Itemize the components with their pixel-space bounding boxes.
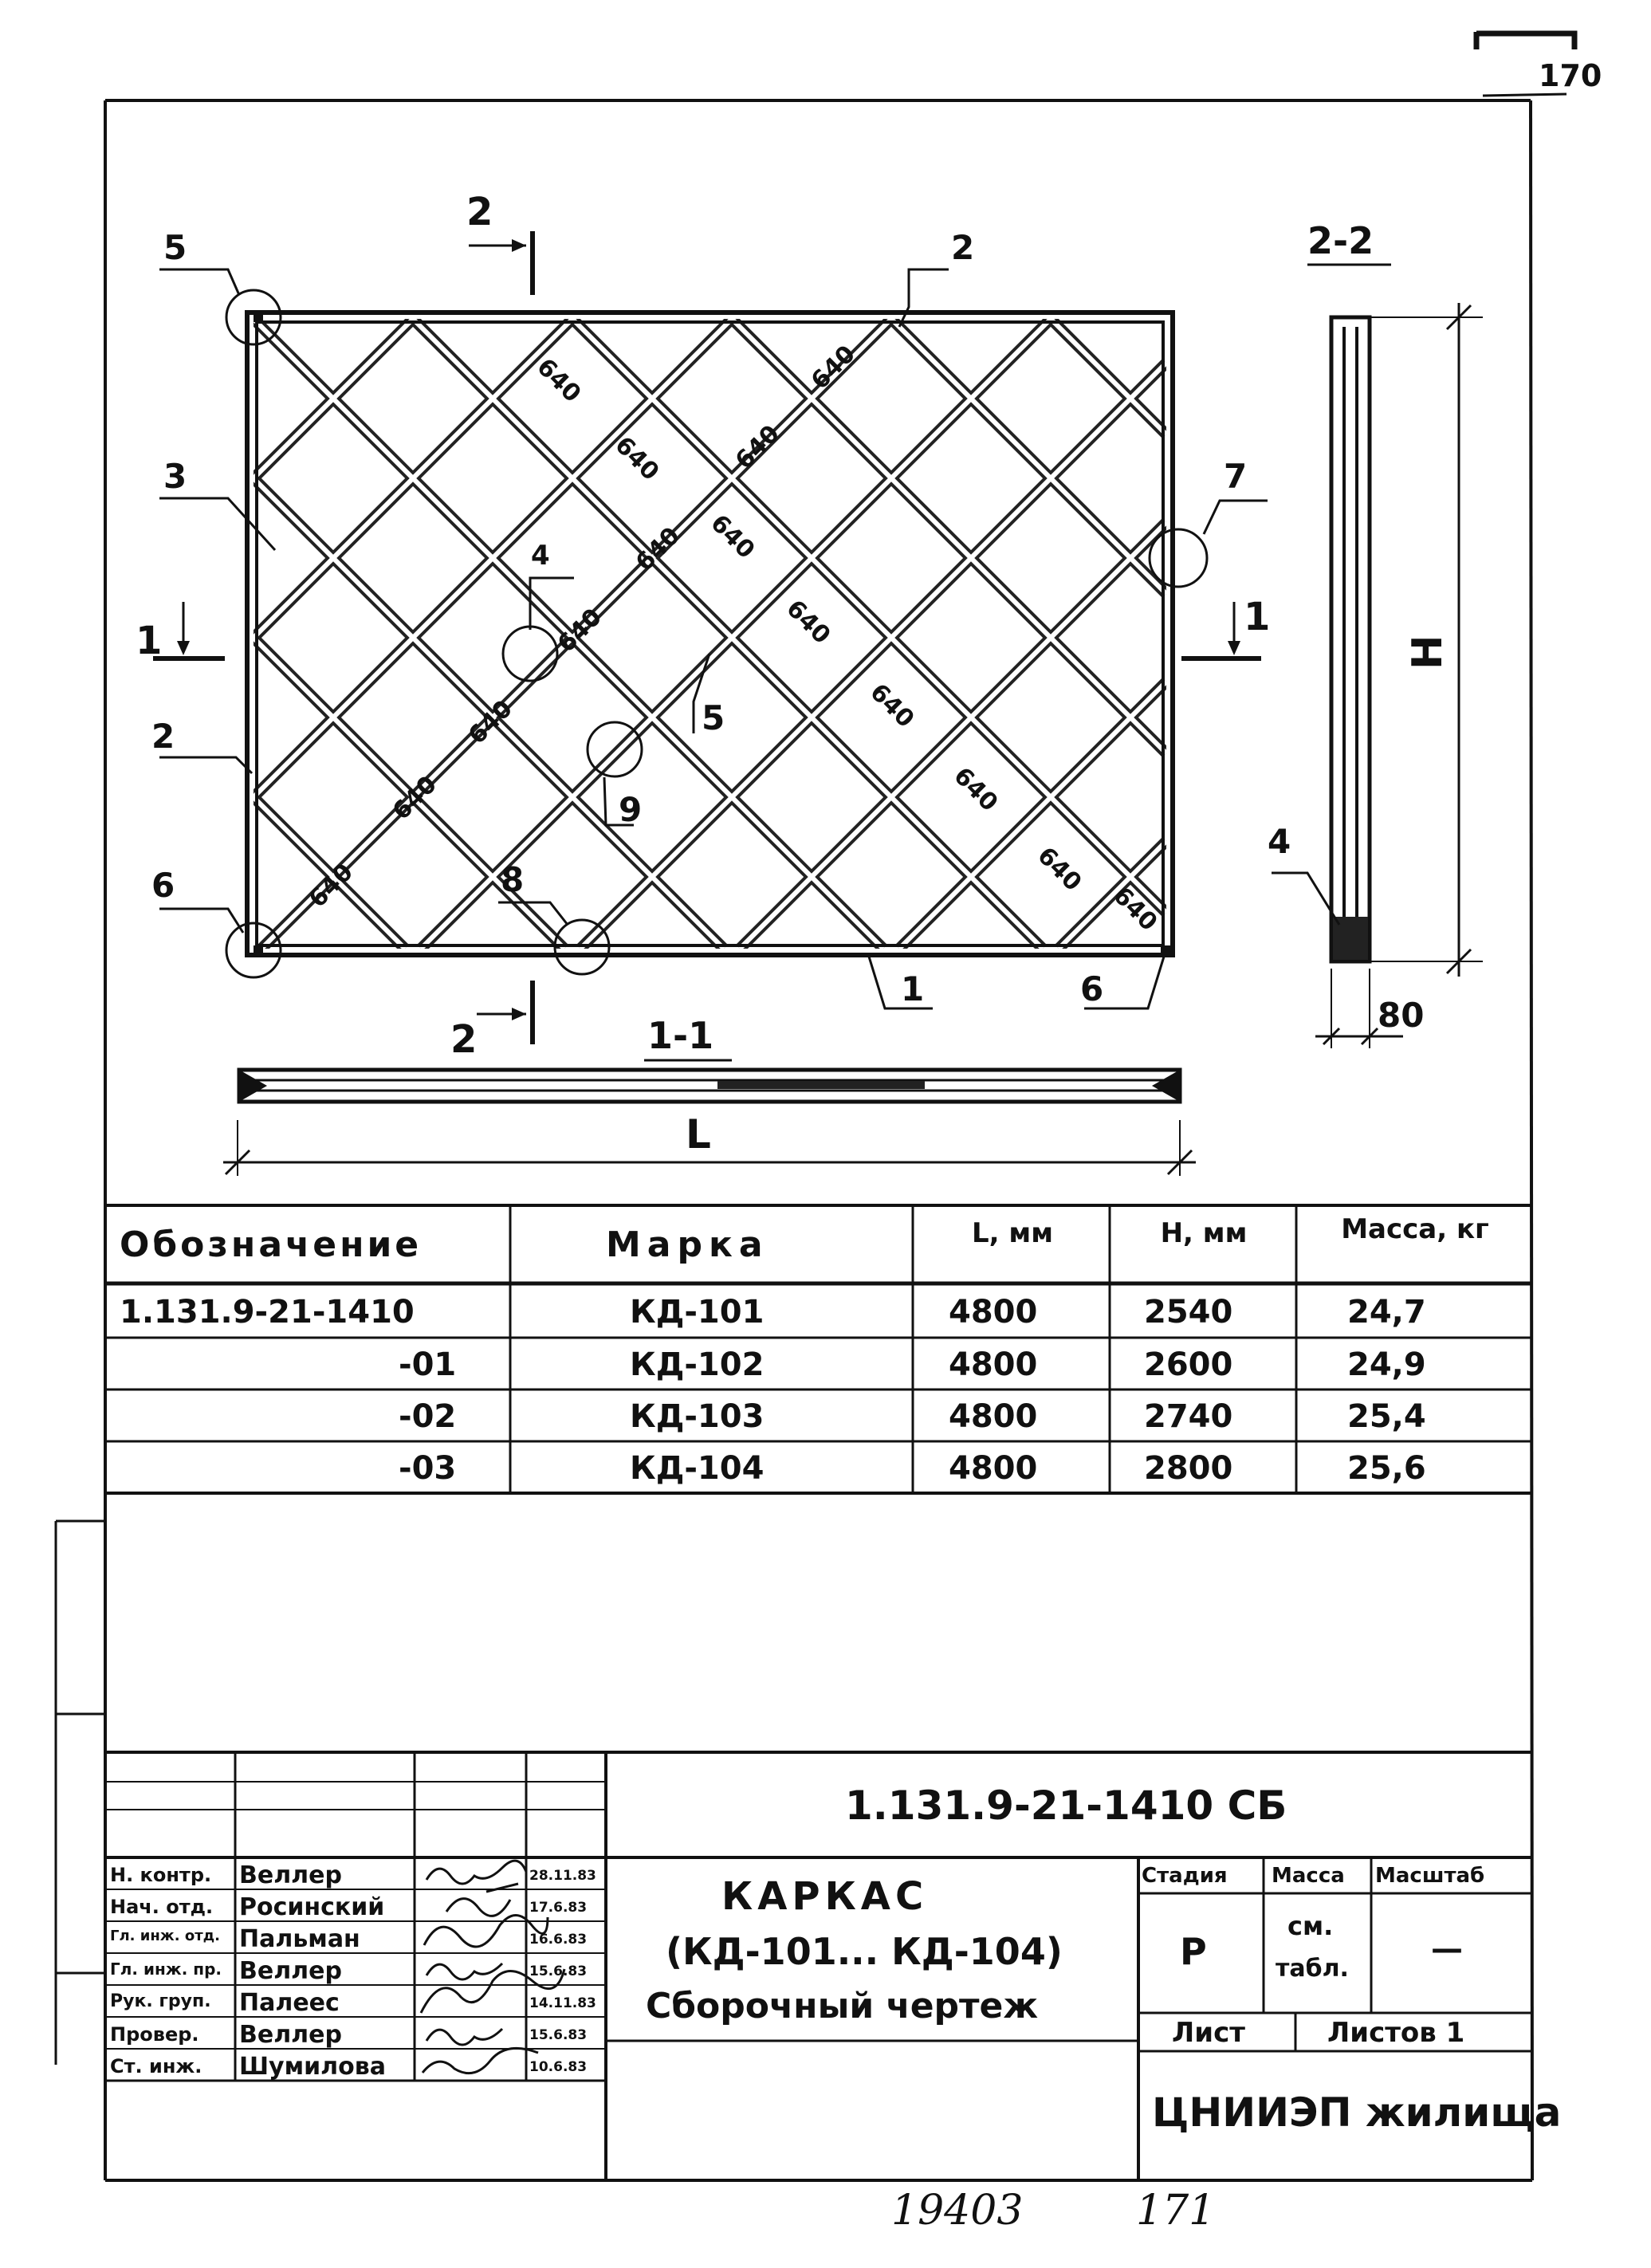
callout-2-top: 2	[951, 228, 975, 267]
dim-H: H	[1404, 635, 1452, 670]
stage-label: Стадия	[1142, 1864, 1228, 1888]
sig-name-6: Веллер	[239, 2021, 342, 2049]
title-line-1: КАРКАС	[721, 1874, 929, 1919]
row3-mass: 25,4	[1347, 1398, 1426, 1435]
sig-role-1: Н. контр.	[110, 1864, 212, 1886]
scale-label: Масштаб	[1375, 1864, 1485, 1888]
sig-name-2: Росинский	[239, 1893, 385, 1921]
section-1-right: 1	[1244, 595, 1271, 639]
sig-date-1: 28.11.83	[529, 1868, 596, 1884]
diagonal-bars	[254, 319, 1166, 949]
callout-5: 5	[163, 228, 187, 267]
sig-date-2: 17.6.83	[529, 1900, 588, 1916]
sheet-number: 170	[1539, 58, 1602, 93]
row1-mass: 24,7	[1347, 1294, 1426, 1331]
sheet-label: Лист	[1172, 2017, 1245, 2049]
callout-5-center: 5	[702, 698, 725, 737]
header-mark: Марка	[606, 1224, 769, 1265]
mass-value-2: табл.	[1276, 1955, 1349, 1983]
dim-640: 640	[864, 678, 920, 733]
row2-mass: 24,9	[1347, 1346, 1426, 1383]
title-line-2: (КД-101... КД-104)	[666, 1930, 1063, 1973]
dim-80: 80	[1378, 996, 1425, 1035]
sig-date-4: 15.6.83	[529, 1963, 588, 1979]
dim-640: 640	[462, 694, 518, 750]
row1-H: 2540	[1144, 1294, 1233, 1331]
sig-name-7: Шумилова	[239, 2053, 386, 2081]
row4-mark: КД-104	[630, 1450, 765, 1487]
row2-H: 2600	[1144, 1346, 1233, 1383]
sig-role-2: Нач. отд.	[110, 1896, 214, 1918]
dim-640: 640	[303, 858, 359, 914]
sig-role-4: Гл. инж. пр.	[110, 1959, 222, 1979]
callout-3: 3	[163, 457, 187, 496]
row4-L: 4800	[949, 1450, 1038, 1487]
section-2-2-view	[1268, 219, 1483, 1048]
callout-6-right: 6	[1080, 969, 1104, 1008]
title-line-3: Сборочный чертеж	[646, 1986, 1039, 2026]
dim-640: 640	[729, 419, 785, 475]
mass-value-1: см.	[1287, 1911, 1334, 1941]
footer-number-1: 19403	[891, 2187, 1024, 2235]
sig-role-6: Провер.	[110, 2023, 199, 2046]
dim-640: 640	[805, 340, 861, 395]
callout-9: 9	[619, 790, 643, 829]
callout-2-left: 2	[151, 717, 175, 756]
row4-mass: 25,6	[1347, 1450, 1426, 1487]
stage-value: Р	[1180, 1930, 1207, 1973]
sheets-label: Листов 1	[1327, 2017, 1465, 2049]
sig-role-3: Гл. инж. отд.	[110, 1928, 220, 1944]
sig-name-4: Веллер	[239, 1957, 342, 1985]
section-1-1-view	[223, 1014, 1196, 1176]
dim-640: 640	[1107, 881, 1163, 937]
sig-date-5: 14.11.83	[529, 1995, 596, 2011]
row2-designation: -01	[399, 1346, 457, 1383]
dim-L: L	[686, 1111, 711, 1158]
row3-designation: -02	[399, 1398, 457, 1435]
row4-H: 2800	[1144, 1450, 1233, 1487]
callout-4-section: 4	[1268, 822, 1291, 861]
row2-mark: КД-102	[630, 1346, 765, 1383]
footer-number-2: 171	[1136, 2187, 1216, 2235]
sig-date-7: 10.6.83	[529, 2059, 588, 2075]
callout-4: 4	[531, 540, 550, 572]
organization: ЦНИИЭП жилища	[1152, 2089, 1562, 2136]
mass-label: Масса	[1272, 1864, 1345, 1888]
section-1-1-title: 1-1	[647, 1014, 714, 1057]
row3-H: 2740	[1144, 1398, 1233, 1435]
header-mass: Масса, кг	[1341, 1213, 1489, 1245]
row1-mark: КД-101	[630, 1294, 765, 1331]
sig-name-5: Палеес	[239, 1989, 340, 2017]
sig-name-1: Веллер	[239, 1861, 342, 1889]
callout-8: 8	[501, 860, 525, 899]
section-2-2-title: 2-2	[1307, 219, 1374, 262]
sheet-number-tab	[1476, 32, 1602, 96]
dim-640: 640	[705, 509, 761, 564]
left-margin-strip	[56, 1521, 105, 2065]
sig-date-6: 15.6.83	[529, 2027, 588, 2043]
callout-1: 1	[901, 969, 925, 1008]
row1-L: 4800	[949, 1294, 1038, 1331]
sig-role-5: Рук. груп.	[110, 1991, 211, 2011]
row3-L: 4800	[949, 1398, 1038, 1435]
row3-mark: КД-103	[630, 1398, 765, 1435]
sig-name-3: Пальман	[239, 1925, 360, 1953]
dim-640: 640	[552, 603, 607, 658]
sig-role-7: Ст. инж.	[110, 2055, 202, 2077]
dim-640: 640	[1032, 841, 1087, 897]
section-2-top: 2	[466, 190, 493, 234]
header-L: L, мм	[972, 1217, 1053, 1249]
doc-code: 1.131.9-21-1410 СБ	[845, 1783, 1287, 1829]
callout-6: 6	[151, 866, 175, 905]
dim-640: 640	[948, 761, 1004, 817]
row2-L: 4800	[949, 1346, 1038, 1383]
row1-designation: 1.131.9-21-1410	[120, 1294, 415, 1331]
dim-640: 640	[531, 352, 587, 408]
header-designation: Обозначение	[120, 1224, 423, 1265]
dim-640: 640	[780, 594, 836, 650]
sig-date-3: 16.6.83	[529, 1932, 588, 1948]
header-H: H, мм	[1160, 1217, 1248, 1249]
row4-designation: -03	[399, 1450, 457, 1487]
section-1-left: 1	[136, 619, 163, 663]
dim-640: 640	[609, 430, 665, 486]
scale-value: —	[1431, 1931, 1463, 1967]
callout-7: 7	[1224, 457, 1248, 496]
dim-640: 640	[387, 770, 442, 826]
section-2-bottom: 2	[450, 1017, 478, 1062]
dim-640: 640	[630, 521, 686, 577]
